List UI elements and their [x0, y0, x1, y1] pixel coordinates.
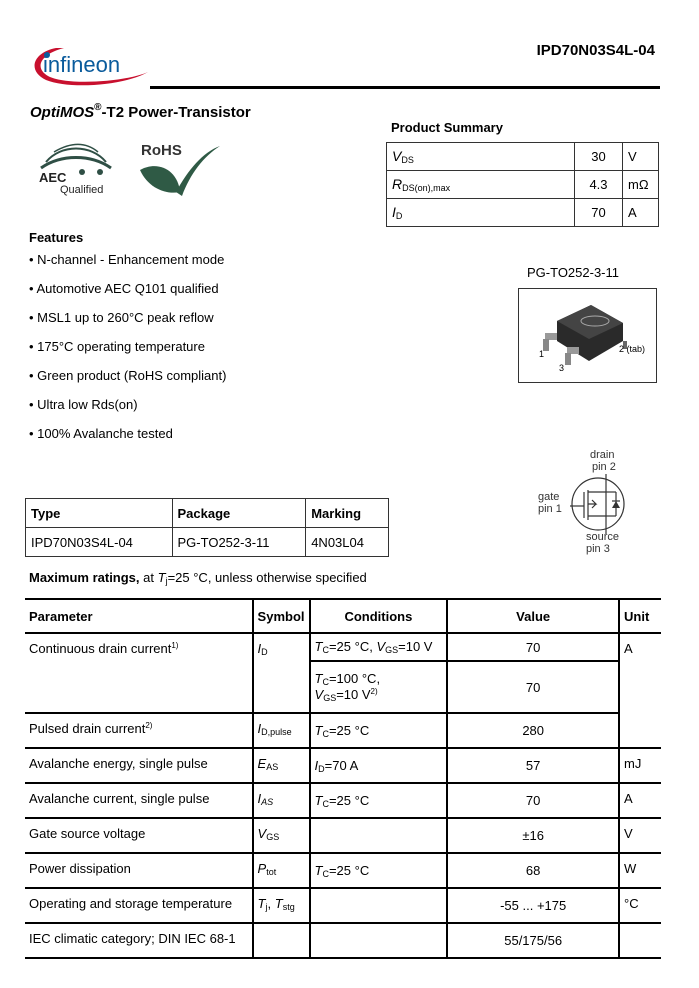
- summary-symbol: $V_{DS}$: [387, 143, 575, 171]
- header-parameter: Parameter: [25, 599, 253, 633]
- ratings-row: [25, 783, 661, 818]
- conditions-cell: $T_C=25$ °C: [310, 853, 448, 888]
- header-unit: Unit: [619, 599, 661, 633]
- value-cell: 70: [447, 633, 619, 661]
- to252-package-icon: [519, 289, 656, 382]
- value-cell: 70: [447, 783, 619, 818]
- rohs-logo: [138, 140, 222, 198]
- part-number: IPD70N03S4L-04: [536, 42, 655, 59]
- type-table: [25, 498, 389, 557]
- value-cell: ±16: [447, 818, 619, 853]
- unit-cell: [619, 923, 661, 958]
- unit-cell: V: [619, 818, 661, 853]
- summary-symbol: $R_{DS(on),max}$: [387, 171, 575, 199]
- feature-item: • Automotive AEC Q101 qualified: [29, 281, 219, 296]
- symbol-cell: $I_{D,pulse}$: [253, 713, 310, 748]
- brand-text: infineon: [43, 52, 121, 77]
- title-name: OptiMOS: [30, 104, 95, 121]
- product-title: [30, 104, 251, 121]
- conditions-cell: $T_C=25$ °C: [310, 783, 448, 818]
- value-cell: 70: [447, 661, 619, 713]
- summary-value: 70: [575, 199, 623, 227]
- pin1-label: 1: [539, 349, 545, 359]
- source-pin-label: pin 3: [586, 543, 610, 555]
- unit-cell: mJ: [619, 748, 661, 783]
- param-cell: Avalanche current, single pulse: [25, 783, 253, 818]
- package-image: [518, 288, 657, 383]
- symbol-cell: $T_j$, $T_{stg}$: [253, 888, 310, 923]
- registered-mark: ®: [94, 102, 102, 113]
- feature-item: • 175°C operating temperature: [29, 339, 205, 354]
- ratings-row: [25, 888, 661, 923]
- gate-label: gate: [538, 491, 560, 503]
- rohs-text: RoHS: [141, 142, 182, 159]
- aec-text: AEC: [39, 170, 67, 185]
- unit-cell: °C: [619, 888, 661, 923]
- value-cell: 68: [447, 853, 619, 888]
- param-cell: Pulsed drain current$^{2)}$: [25, 713, 253, 748]
- param-cell: Power dissipation: [25, 853, 253, 888]
- param-cell: Operating and storage temperature: [25, 888, 253, 923]
- marking-value: 4N03L04: [306, 528, 389, 557]
- ratings-row: [25, 748, 661, 783]
- mosfet-symbol-diagram: [530, 448, 640, 558]
- summary-value: 30: [575, 143, 623, 171]
- conditions-cell: $I_D=70$ A: [310, 748, 448, 783]
- ratings-row: [25, 713, 661, 748]
- product-summary-table: [386, 142, 659, 227]
- symbol-cell: $I_D$: [253, 633, 310, 713]
- symbol-cell: $E_{AS}$: [253, 748, 310, 783]
- pin2-label: 2 (tab): [619, 344, 646, 354]
- symbol-cell: $V_{GS}$: [253, 818, 310, 853]
- header-divider: [150, 86, 660, 89]
- symbol-cell: [253, 923, 310, 958]
- type-value: IPD70N03S4L-04: [26, 528, 173, 557]
- value-cell: 280: [447, 713, 619, 748]
- features-heading: Features: [29, 230, 84, 245]
- conditions-cell: $T_C=100$ °C, $V_{GS}=10$ $V^{2)}$: [310, 661, 448, 713]
- conditions-cell: $T_C=25$ °C, $V_{GS}=10$ V: [310, 633, 448, 661]
- unit-cell: A: [619, 633, 661, 748]
- symbol-cell: $I_{AS}$: [253, 783, 310, 818]
- param-cell: Gate source voltage: [25, 818, 253, 853]
- aec-qualified-logo: [36, 140, 114, 196]
- unit-cell: A: [619, 783, 661, 818]
- package-label: PG-TO252-3-11: [527, 265, 620, 280]
- conditions-cell: [310, 818, 448, 853]
- type-table-row: [26, 528, 389, 557]
- symbol-cell: $P_{tot}$: [253, 853, 310, 888]
- summary-symbol: $I_D$: [387, 199, 575, 227]
- value-cell: 55/175/56: [447, 923, 619, 958]
- summary-unit: V: [623, 143, 659, 171]
- type-table-header: [26, 499, 389, 528]
- feature-item: • MSL1 up to 260°C peak reflow: [29, 310, 214, 325]
- infineon-logo: [26, 40, 151, 90]
- param-cell: IEC climatic category; DIN IEC 68-1: [25, 923, 253, 958]
- feature-item: • 100% Avalanche tested: [29, 426, 173, 441]
- summary-row: [387, 143, 659, 171]
- source-label: source: [586, 531, 620, 543]
- drain-label: drain: [590, 449, 615, 461]
- maximum-ratings-table: [25, 598, 661, 959]
- pin3-label: 3: [559, 363, 565, 373]
- title-rest: -T2 Power-Transistor: [101, 104, 251, 121]
- feature-item: • Ultra low Rds(on): [29, 397, 138, 412]
- header-marking: Marking: [306, 499, 389, 528]
- conditions-cell: $T_C=25$ °C: [310, 713, 448, 748]
- header-package: Package: [172, 499, 306, 528]
- summary-row: [387, 199, 659, 227]
- summary-value: 4.3: [575, 171, 623, 199]
- value-cell: 57: [447, 748, 619, 783]
- ratings-row: [25, 853, 661, 888]
- ratings-caption: Maximum ratings, at $T_j=25$ °C, unless otherwise specified: [29, 570, 367, 586]
- header-value: Value: [447, 599, 619, 633]
- feature-item: • Green product (RoHS compliant): [29, 368, 227, 383]
- conditions-cell: [310, 923, 448, 958]
- param-cell: Avalanche energy, single pulse: [25, 748, 253, 783]
- package-value: PG-TO252-3-11: [172, 528, 306, 557]
- param-cell: Continuous drain current$^{1)}$: [25, 633, 253, 713]
- header-type: Type: [26, 499, 173, 528]
- qualified-text: Qualified: [60, 184, 104, 196]
- value-cell: -55 ... +175: [447, 888, 619, 923]
- ratings-row: [25, 633, 661, 661]
- summary-unit: A: [623, 199, 659, 227]
- drain-pin-label: pin 2: [592, 461, 616, 473]
- ratings-row: [25, 923, 661, 958]
- unit-cell: W: [619, 853, 661, 888]
- ratings-header-row: [25, 599, 661, 633]
- header-symbol: Symbol: [253, 599, 310, 633]
- summary-unit: mΩ: [623, 171, 659, 199]
- feature-item: • N-channel - Enhancement mode: [29, 252, 225, 267]
- ratings-row: [25, 818, 661, 853]
- product-summary-heading: Product Summary: [391, 120, 503, 135]
- conditions-cell: [310, 888, 448, 923]
- header-conditions: Conditions: [310, 599, 448, 633]
- summary-row: [387, 171, 659, 199]
- gate-pin-label: pin 1: [538, 503, 562, 515]
